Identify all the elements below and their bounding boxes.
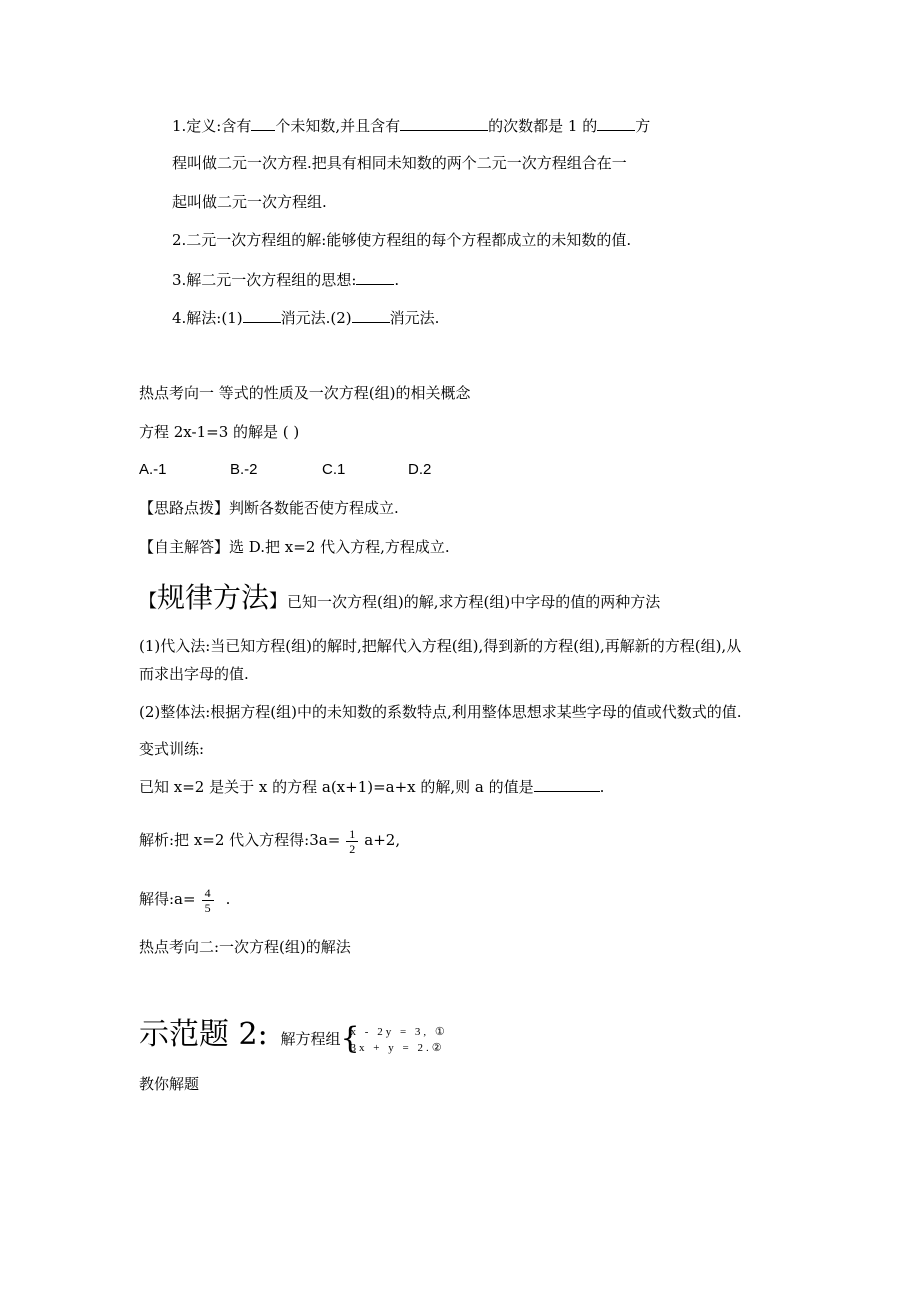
summary-item-3: 3.解二元一次方程组的思想: . xyxy=(172,271,400,289)
summary-item-1: 1.定义:含有 个未知数,并且含有 的次数都是 1 的 方 xyxy=(172,117,651,135)
fill-blank xyxy=(400,116,488,131)
summary-item-2: 2.二元一次方程组的解:能够使方程组的每个方程都成立的未知数的值. xyxy=(172,231,632,249)
training-result: 解得:a= $\frac{4}{5}$ . xyxy=(139,885,231,915)
method-p2: (2)整体法:根据方程(组)中的未知数的系数特点,利用整体思想求某些字母的值或代数式的值. xyxy=(139,703,742,721)
option-b: B.-2 xyxy=(230,461,258,478)
fraction-one-half: $\frac{1}{2}$ xyxy=(346,827,358,856)
fill-blank xyxy=(356,270,394,285)
fraction-four-fifths: $\frac{4}{5}$ xyxy=(202,886,214,915)
example-heading: 示范题 2: xyxy=(139,1017,268,1052)
fill-blank xyxy=(534,777,600,792)
hint: 【思路点拨】判断各数能否使方程成立. xyxy=(139,499,399,517)
equation-system xyxy=(340,1021,448,1056)
fill-blank xyxy=(352,308,390,323)
summary-item-4: 4.解法:(1) 消元法.(2) 消元法. xyxy=(172,309,440,327)
training-question: 已知 x=2 是关于 x 的方程 a(x+1)=a+x 的解,则 a 的值是 . xyxy=(139,778,605,796)
fill-blank xyxy=(597,116,635,131)
training-label: 变式训练: xyxy=(139,740,205,758)
method-p1-line-2: 而求出字母的值. xyxy=(139,665,249,683)
fill-blank xyxy=(243,308,281,323)
hotspot-2-title: 热点考向二:一次方程(组)的解法 xyxy=(139,938,351,956)
option-d: D.2 xyxy=(408,461,432,478)
hotspot-1-question: 方程 2x-1=3 的解是 ( ) xyxy=(139,423,300,441)
hotspot-1-title: 热点考向一 等式的性质及一次方程(组)的相关概念 xyxy=(139,384,471,402)
example-footer: 教你解题 xyxy=(139,1075,200,1093)
method-heading: 【规律方法】已知一次方程(组)的解,求方程(组)中字母的值的两种方法 xyxy=(139,581,661,614)
training-solution: 解析:把 x=2 代入方程得:3a= $\frac{1}{2}$ a+2, xyxy=(139,826,401,856)
summary-item-1-line-2: 程叫做二元一次方程.把具有相同未知数的两个二元一次方程组合在一 xyxy=(172,154,627,172)
summary-item-1-line-3: 起叫做二元一次方程组. xyxy=(172,193,327,211)
option-a: A.-1 xyxy=(139,461,167,478)
method-p1-line-1: (1)代入法:当已知方程(组)的解时,把解代入方程(组),得到新的方程(组),再解新的方程(组),从 xyxy=(139,637,742,655)
answer: 【自主解答】选 D.把 x=2 代入方程,方程成立. xyxy=(139,538,450,556)
fill-blank xyxy=(251,116,275,131)
example-heading-row xyxy=(139,1010,448,1064)
left-brace-icon: { xyxy=(340,1021,360,1056)
equation-1: x - 2y = 3, ① xyxy=(350,1026,448,1038)
example-prompt: 解方程组 xyxy=(280,1030,341,1048)
equation-2: 3x + y = 2.② xyxy=(350,1042,445,1054)
option-c: C.1 xyxy=(322,461,346,478)
